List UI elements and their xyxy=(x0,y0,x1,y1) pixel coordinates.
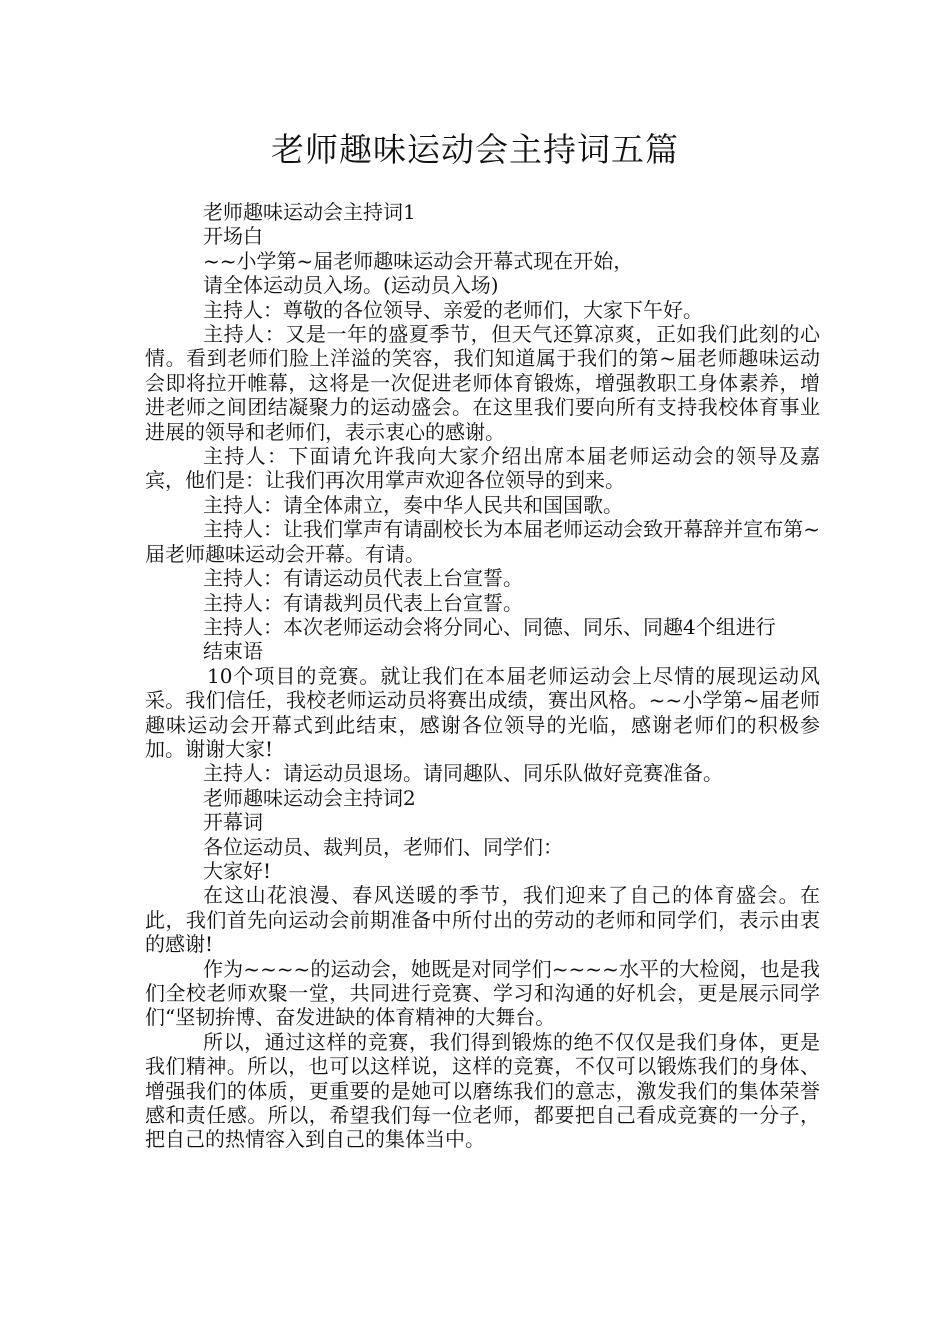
section-heading-2: 老师趣味运动会主持词2 xyxy=(203,785,416,810)
paragraph: 主持人：本次老师运动会将分同心、同德、同乐、同趣4个组进行 xyxy=(203,614,776,639)
paragraph: 大家好! xyxy=(203,858,272,883)
paragraph: 各位运动员、裁判员，老师们、同学们： xyxy=(203,834,563,859)
paragraph: 主持人：有请裁判员代表上台宣誓。 xyxy=(203,590,523,615)
paragraph: 10个项目的竞赛。就让我们在本届老师运动会上尽情的展现运动风采。我们信任，我校老师运动员将赛出成绩，赛出风格。~~小学第~届老师趣味运动会开幕式到此结束，感谢各位领导的光临，感谢老师们的积极参加。谢谢大家! xyxy=(145,663,820,761)
paragraph: 在这山花浪漫、春风送暖的季节，我们迎来了自己的体育盛会。在此，我们首先向运动会前期准备中所付出的劳动的老师和同学们，表示由衷的感谢! xyxy=(145,883,820,957)
paragraph: 主持人：下面请允许我向大家介绍出席本届老师运动会的领导及嘉宾，他们是：让我们再次用掌声欢迎各位领导的到来。 xyxy=(145,444,820,493)
paragraph: 主持人：有请运动员代表上台宣誓。 xyxy=(203,566,523,591)
subheading-opening-speech: 开幕词 xyxy=(203,810,263,835)
section-heading-1: 老师趣味运动会主持词1 xyxy=(203,200,416,224)
paragraph: ~~小学第~届老师趣味运动会开幕式现在开始， xyxy=(203,248,634,273)
paragraph: 主持人：请全体肃立，奏中华人民共和国国歌。 xyxy=(203,492,623,517)
document-title: 老师趣味运动会主持词五篇 xyxy=(271,130,679,169)
paragraph: 所以，通过这样的竞赛，我们得到锻炼的绝不仅仅是我们身体，更是我们精神。所以，也可以这样说，这样的竞赛，不仅可以锻炼我们的身体、增强我们的体质，更重要的是她可以磨练我们的意志，激发我们的集体荣誉感和责任感。所以，希望我们每一位老师，都要把自己看成竞赛的一分子，把自己的热情容入到自己的集体当中。 xyxy=(145,1029,820,1152)
paragraph: 主持人：尊敬的各位领导、亲爱的老师们，大家下午好。 xyxy=(203,297,703,322)
paragraph: 作为~~~~的运动会，她既是对同学们~~~~水平的大检阅，也是我们全校老师欢聚一堂，共同进行竞赛、学习和沟通的好机会，更是展示同学们“坚韧拚博、奋发进缺的体育精神的大舞台。 xyxy=(145,956,820,1030)
paragraph: 主持人：请运动员退场。请同趣队、同乐队做好竞赛准备。 xyxy=(203,761,723,786)
paragraph: 主持人：让我们掌声有请副校长为本届老师运动会致开幕辞并宣布第~届老师趣味运动会开幕。有请。 xyxy=(145,517,820,566)
paragraph: 请全体运动员入场。(运动员入场) xyxy=(203,273,499,298)
subheading-opening: 开场白 xyxy=(203,224,263,249)
subheading-closing: 结束语 xyxy=(203,639,263,664)
paragraph: 主持人：又是一年的盛夏季节，但天气还算凉爽，正如我们此刻的心情。看到老师们脸上洋溢的笑容，我们知道属于我们的第~届老师趣味运动会即将拉开帷幕，这将是一次促进老师体育锻炼，增强教职工身体素养，增进老师之间团结凝聚力的运动盛会。在这里我们要向所有支持我校体育事业进展的领导和老师们，表示衷心的感谢。 xyxy=(145,322,820,444)
document-body xyxy=(145,200,820,1152)
